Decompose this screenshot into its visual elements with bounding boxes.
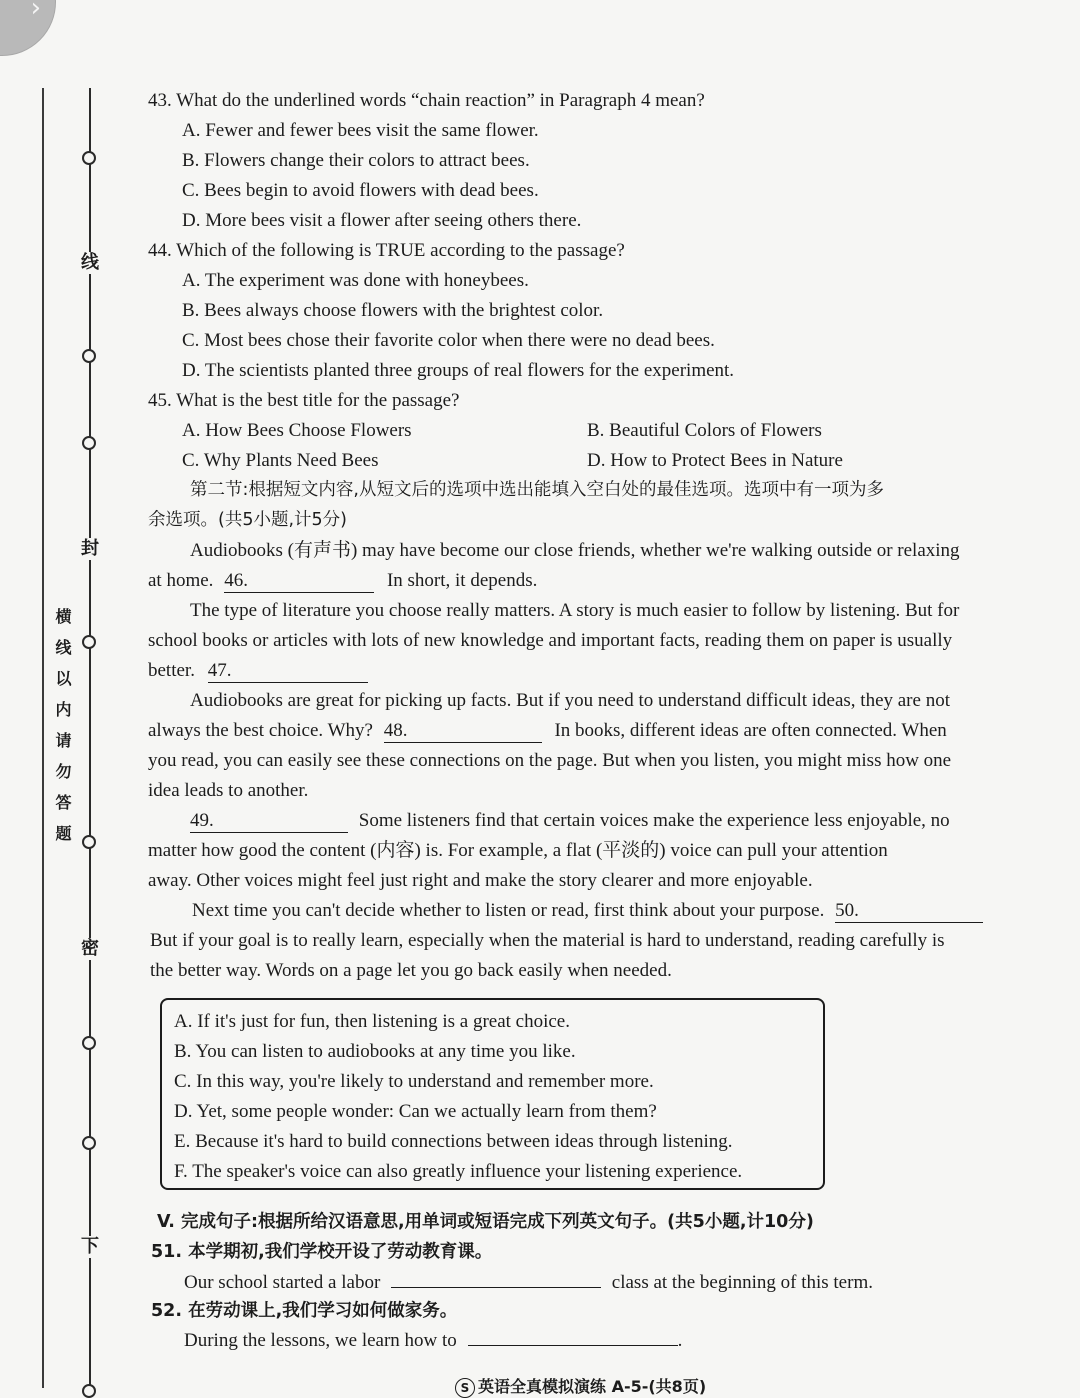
question-43-stem: 43. What do the underlined words “chain reaction” in Paragraph 4 mean? xyxy=(148,90,705,111)
blank-51[interactable] xyxy=(391,1287,601,1288)
passage-line: always the best choice. Why? 48. In books, different ideas are often connected. When xyxy=(148,720,947,741)
option-b: B. You can listen to audiobooks at any time you like. xyxy=(174,1041,576,1062)
option-a: A. If it's just for fun, then listening is a great choice. xyxy=(174,1011,570,1032)
section-2-instructions-cont: 余选项。(共5小题,计5分) xyxy=(148,510,347,530)
margin-warning-text: 横线以内请勿答题 xyxy=(50,608,74,856)
passage-line: 49. Some listeners find that certain voices make the experience less enjoyable, no xyxy=(190,810,950,831)
passage-line: idea leads to another. xyxy=(148,780,309,801)
question-43-option-a: A. Fewer and fewer bees visit the same flower. xyxy=(182,120,539,141)
margin-circle-mark xyxy=(82,635,96,649)
chevron-right-icon: › xyxy=(30,0,41,23)
margin-circle-mark xyxy=(82,835,96,849)
passage-line: Audiobooks (有声书) may have become our close friends, whether we're walking outside or relaxing xyxy=(190,540,960,561)
question-43-option-d: D. More bees visit a flower after seeing others there. xyxy=(182,210,582,231)
passage-line: away. Other voices might feel just right and make the story clearer and more enjoyable. xyxy=(148,870,813,891)
question-45-stem: 45. What is the best title for the passage? xyxy=(148,390,460,411)
margin-circle-mark xyxy=(82,436,96,450)
section-2-instructions: 第二节:根据短文内容,从短文后的选项中选出能填入空白处的最佳选项。选项中有一项为多 xyxy=(190,480,884,500)
option-f: F. The speaker's voice can also greatly influence your listening experience. xyxy=(174,1161,743,1182)
question-45-option-b: B. Beautiful Colors of Flowers xyxy=(587,420,822,441)
margin-circle-mark xyxy=(82,151,96,165)
page-footer: S 英语全真模拟演练 A-5-(共8页) xyxy=(455,1374,706,1398)
question-43-option-b: B. Flowers change their colors to attract bees. xyxy=(182,150,530,171)
question-44-option-c: C. Most bees chose their favorite color when there were no dead bees. xyxy=(182,330,715,351)
section-5-heading: V. 完成句子:根据所给汉语意思,用单词或短语完成下列英文句子。(共5小题,计10分) xyxy=(157,1212,814,1232)
question-43-option-c: C. Bees begin to avoid flowers with dead bees. xyxy=(182,180,539,201)
seal-char-feng: 封 xyxy=(81,538,99,559)
passage-line: better. 47. xyxy=(148,656,368,686)
options-box xyxy=(160,998,825,1190)
margin-circle-mark xyxy=(82,349,96,363)
passage-line: But if your goal is to really learn, especially when the material is hard to understand, reading carefully is xyxy=(150,930,945,951)
question-44-stem: 44. Which of the following is TRUE according to the passage? xyxy=(148,240,625,261)
passage-line: The type of literature you choose really matters. A story is much easier to follow by listening. But for xyxy=(190,600,960,621)
passage-line: matter how good the content (内容) is. For example, a flat (平淡的) voice can pull your attention xyxy=(148,840,888,861)
passage-line: school books or articles with lots of new knowledge and important facts, reading them on paper is usually xyxy=(148,630,953,651)
blank-49[interactable]: 49. xyxy=(190,810,348,833)
question-51-chinese: 51. 本学期初,我们学校开设了劳动教育课。 xyxy=(151,1242,493,1262)
margin-outer-line xyxy=(42,88,44,1388)
margin-circle-mark xyxy=(82,1136,96,1150)
question-45-option-a: A. How Bees Choose Flowers xyxy=(182,420,412,441)
margin-seal-line xyxy=(89,88,91,1388)
question-45-option-d: D. How to Protect Bees in Nature xyxy=(587,450,843,471)
option-e: E. Because it's hard to build connections between ideas through listening. xyxy=(174,1131,733,1152)
passage-line: you read, you can easily see these connections on the page. But when you listen, you might miss how one xyxy=(148,750,952,771)
question-44-option-a: A. The experiment was done with honeybees. xyxy=(182,270,529,291)
seal-char-xian: 线 xyxy=(81,252,99,273)
question-51-english: Our school started a labor class at the beginning of this term. xyxy=(184,1272,873,1293)
option-c: C. In this way, you're likely to understand and remember more. xyxy=(174,1071,654,1092)
question-45-option-c: C. Why Plants Need Bees xyxy=(182,450,379,471)
question-52-english: During the lessons, we learn how to . xyxy=(184,1330,683,1351)
blank-52[interactable] xyxy=(468,1345,678,1346)
margin-circle-mark xyxy=(82,1036,96,1050)
question-44-option-d: D. The scientists planted three groups of real flowers for the experiment. xyxy=(182,360,735,381)
seal-char-xia: 下 xyxy=(81,1236,99,1257)
passage-line: Audiobooks are great for picking up facts. But if you need to understand difficult ideas, they are not xyxy=(190,690,950,711)
question-44-option-b: B. Bees always choose flowers with the brightest color. xyxy=(182,300,604,321)
option-d: D. Yet, some people wonder: Can we actually learn from them? xyxy=(174,1101,657,1122)
blank-48[interactable]: 48. xyxy=(384,720,542,743)
seal-char-mi: 密 xyxy=(81,938,99,959)
passage-line: Next time you can't decide whether to listen or read, first think about your purpose. 50. xyxy=(192,896,983,926)
blank-47[interactable]: 47. xyxy=(208,660,368,683)
question-52-chinese: 52. 在劳动课上,我们学习如何做家务。 xyxy=(151,1301,458,1321)
blank-46[interactable]: 46. xyxy=(224,570,374,593)
blank-50[interactable]: 50. xyxy=(835,900,983,923)
passage-line: the better way. Words on a page let you go back easily when needed. xyxy=(150,960,672,981)
series-badge-icon: S xyxy=(455,1378,475,1398)
back-nav-button[interactable] xyxy=(0,0,56,56)
passage-line: at home. 46. In short, it depends. xyxy=(148,570,538,591)
